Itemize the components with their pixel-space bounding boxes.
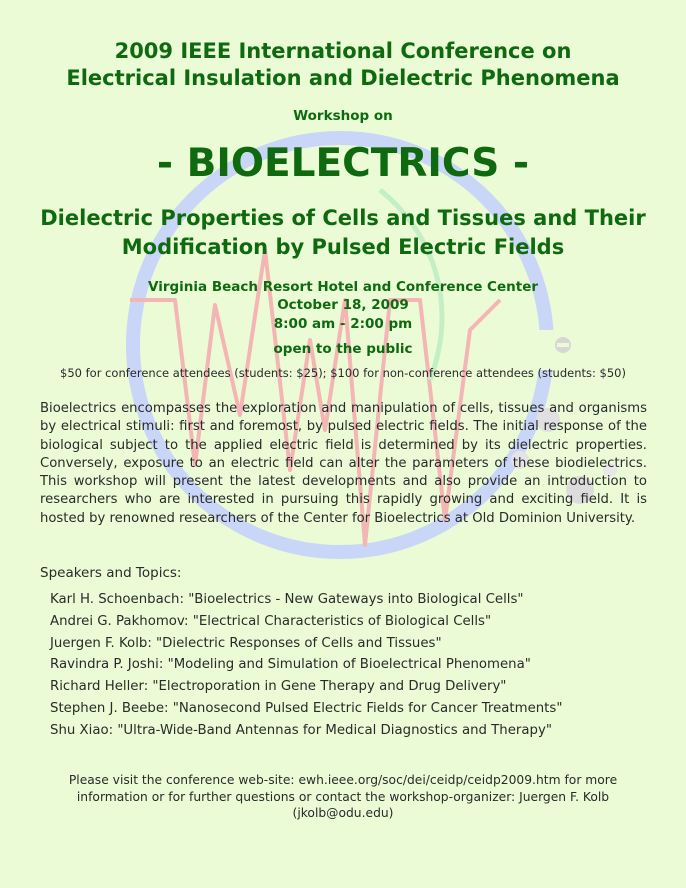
conference-title-line1: 2009 IEEE International Conference on: [114, 39, 572, 63]
workshop-title: - BIOELECTRICS -: [156, 141, 530, 186]
workshop-subtitle-line1: Dielectric Properties of Cells and Tissues and Their: [40, 206, 646, 230]
speakers-heading: Speakers and Topics:: [40, 565, 182, 581]
contact-footer: Please visit the conference web-site: ewh.ieee.org/soc/dei/ceidp/ceidp2009.htm for more information or for further questions or contact the workshop-organizer: Juergen F. Kolb (jkolb@odu.edu): [68, 773, 618, 820]
event-date: October 18, 2009: [277, 297, 409, 313]
speaker-item: Stephen J. Beebe: "Nanosecond Pulsed Electric Fields for Cancer Treatments": [50, 700, 563, 716]
speaker-item: Karl H. Schoenbach: "Bioelectrics - New Gateways into Biological Cells": [50, 592, 524, 607]
event-venue: Virginia Beach Resort Hotel and Conference Center: [147, 279, 539, 295]
workshop-label: Workshop on: [293, 108, 393, 124]
speaker-list: [50, 589, 562, 742]
event-fees: $50 for conference attendees (students: $25); $100 for non-conference attendees (students: $50): [60, 366, 626, 380]
workshop-description: Bioelectrics encompasses the exploration and manipulation of cells, tissues and organisms by electrical stimuli: first and foremost, by pulsed electric fields. The initial response of the biological subject to the applied electric field is determined by its dielectric properties. Conversely, exposure to an electric field can alter the parameters of these biodielectrics. This workshop will present the latest developments and also provide an introduction to researchers who are interested in pursuing this rapidly growing and exciting field. It is hosted by renowned researchers of the Center for Bioelectrics at Old Dominion University.: [40, 401, 647, 526]
event-access: open to the public: [273, 341, 413, 357]
speaker-item: Richard Heller: "Electroporation in Gene Therapy and Drug Delivery": [50, 679, 507, 695]
speaker-item: Shu Xiao: "Ultra-Wide-Band Antennas for Medical Diagnostics and Therapy": [50, 722, 552, 738]
speaker-item: Andrei G. Pakhomov: "Electrical Characteristics of Biological Cells": [50, 613, 492, 629]
workshop-subtitle-line2: Modification by Pulsed Electric Fields: [121, 235, 565, 259]
conference-title-line2: Electrical Insulation and Dielectric Phenomena: [66, 66, 620, 90]
speaker-item: Ravindra P. Joshi: "Modeling and Simulation of Bioelectrical Phenomena": [50, 657, 531, 673]
event-time: 8:00 am - 2:00 pm: [273, 316, 413, 332]
speaker-item: Juergen F. Kolb: "Dielectric Responses of Cells and Tissues": [50, 635, 442, 651]
